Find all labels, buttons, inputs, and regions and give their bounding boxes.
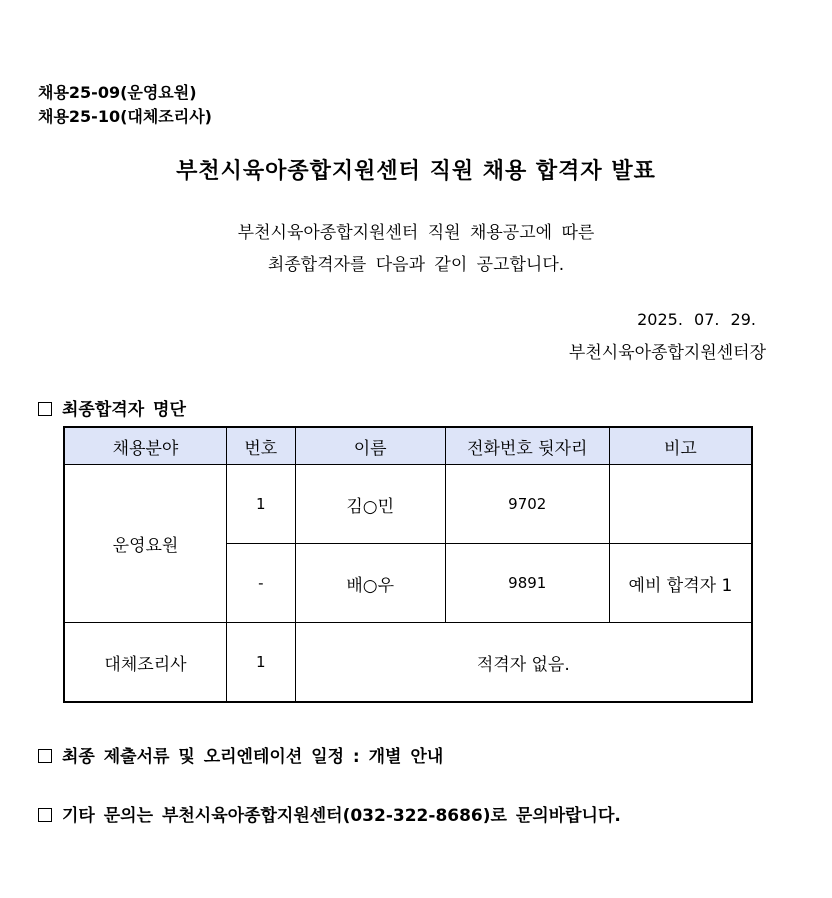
- intro-line-2: 최종합격자를 다음과 같이 공고합니다.: [267, 255, 565, 275]
- table-row: [64, 623, 752, 703]
- cell-name: 김○민: [295, 465, 445, 544]
- checkbox-square-icon: [38, 402, 52, 416]
- schedule-note-text: 최종 제출서류 및 오리엔테이션 일정 : 개별 안내: [62, 747, 444, 767]
- col-header-phone: 전화번호 뒷자리: [445, 427, 609, 465]
- col-header-field: 채용분야: [64, 427, 226, 465]
- cell-number: 1: [226, 465, 295, 544]
- col-header-note: 비고: [609, 427, 752, 465]
- col-header-name: 이름: [295, 427, 445, 465]
- cell-field: 운영요원: [64, 465, 226, 623]
- cell-phone: 9702: [445, 465, 609, 544]
- cell-number: 1: [226, 623, 295, 703]
- roster-heading: [38, 395, 186, 420]
- schedule-note: [38, 742, 443, 767]
- col-header-number: 번호: [226, 427, 295, 465]
- cell-field: 대체조리사: [64, 623, 226, 703]
- page-title: 부천시육아종합지원센터 직원 채용 합격자 발표: [176, 159, 656, 184]
- table-header-row: [64, 427, 752, 465]
- intro-line-1: 부천시육아종합지원센터 직원 채용공고에 따른: [237, 223, 595, 243]
- cell-name: 배○우: [295, 544, 445, 623]
- roster-heading-text: 최종합격자 명단: [62, 400, 186, 420]
- cell-note: [609, 465, 752, 544]
- table-row: [64, 465, 752, 544]
- contact-note-text: 기타 문의는 부천시육아종합지원센터(032-322-8686)로 문의바랍니다.: [62, 806, 621, 826]
- cell-phone: 9891: [445, 544, 609, 623]
- checkbox-square-icon: [38, 808, 52, 822]
- issuer: 부천시육아종합지원센터장: [568, 343, 766, 363]
- posting-code-2: 채용25-10(대체조리사): [38, 107, 212, 126]
- announcement-date: 2025. 07. 29.: [637, 310, 756, 329]
- cell-note: 예비 합격자 1: [609, 544, 752, 623]
- checkbox-square-icon: [38, 749, 52, 763]
- posting-code-1: 채용25-09(운영요원): [38, 83, 197, 102]
- cell-number: -: [226, 544, 295, 623]
- cell-merged-note: 적격자 없음.: [295, 623, 752, 703]
- contact-note: [38, 801, 621, 826]
- final-roster-table: [63, 426, 753, 703]
